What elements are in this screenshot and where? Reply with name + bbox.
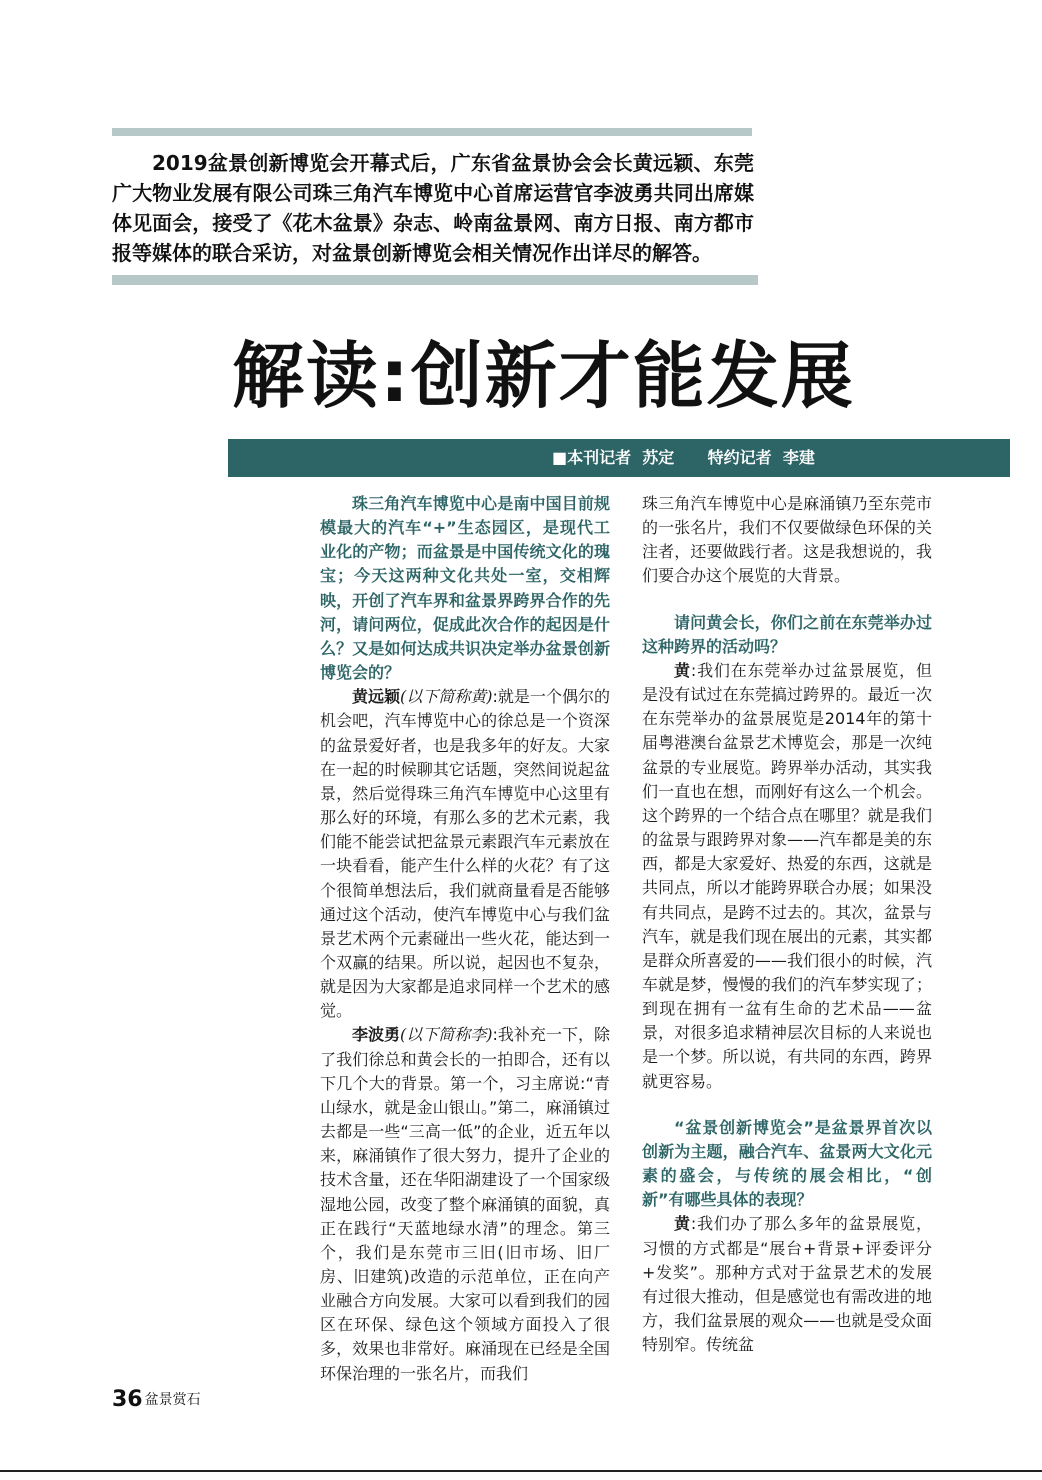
spacer <box>642 589 932 611</box>
magazine-name: 盆景赏石 <box>144 1392 201 1408</box>
answer-3-speaker: 黄 <box>674 660 691 680</box>
spacer <box>642 1094 932 1116</box>
answer-4 <box>642 1212 932 1357</box>
byline-bar <box>228 439 1010 477</box>
answer-1-text: :就是一个偶尔的机会吧，汽车博览中心的徐总是一个资深的盆景爱好者，也是我多年的好友。大家在一起的时候聊其它话题，突然间说起盆景，然后觉得珠三角汽车博览中心这里有那么好的环境，有那么多的艺术元素，我们能不能尝试把盆景元素跟汽车元素放在一块看看，能产生什么样的火花？有了这个很简单想法后，我们就商量看是否能够通过这个活动，使汽车博览中心与我们盆景艺术两个元素碰出一些火花，能达到一个双赢的结果。所以说，起因也不复杂，就是因为大家都是追求同样一个艺术的感觉。 <box>320 687 610 1021</box>
answer-2-note: (以下简称李) <box>400 1025 493 1045</box>
page-footer <box>112 1388 201 1412</box>
answer-1-speaker: 黄远颖 <box>352 687 401 707</box>
answer-3-text: :我们在东莞举办过盆景展览，但是没有试过在东莞搞过跨界的。最近一次在东莞举办的盆景展览是2014年的第十届粤港澳台盆景艺术博览会，那是一次纯盆景的专业展览。跨界举办活动，其实我们一直也在想，而刚好有这么一个机会。这个跨界的一个结合点在哪里？就是我们的盆景与跟跨界对象——汽车都是美的东西，都是大家爱好、热爱的东西，这就是共同点，所以才能跨界联合办展；如果没有共同点，是跨不过去的。其次，盆景与汽车，就是我们现在展出的元素，其实都是群众所喜爱的——我们很小的时候，汽车就是梦，慢慢的我们的汽车梦实现了；到现在拥有一盆有生命的艺术品——盆景，对很多追求精神层次目标的人来说也是一个梦。所以说，有共同的东西，跨界就更容易。 <box>642 660 932 1091</box>
answer-2-speaker: 李波勇 <box>352 1025 401 1045</box>
answer-1 <box>320 685 610 1023</box>
left-column <box>320 492 610 1386</box>
intro-top-rule <box>112 128 752 136</box>
answer-1-note: (以下简称黄) <box>400 687 493 707</box>
article-title: 解读:创新才能发展 <box>232 334 855 418</box>
answer-2 <box>320 1023 610 1385</box>
answer-4-speaker: 黄 <box>674 1214 691 1234</box>
answer-3 <box>642 659 932 1094</box>
answer-2-text: :我补充一下，除了我们徐总和黄会长的一拍即合，还有以下几个大的背景。第一个，习主席说:“青山绿水，就是金山银山。”第二，麻涌镇过去都是一些“三高一低”的企业，近五年以来，麻涌镇作了很大努力，提升了企业的技术含量，还在华阳湖建设了一个国家级湿地公园，改变了整个麻涌镇的面貌，真正在践行“天蓝地绿水清”的理念。第三个，我们是东莞市三旧(旧市场、旧厂房、旧建筑)改造的示范单位，正在向产业融合方向发展。大家可以看到我们的园区在环保、绿色这个领域方面投入了很多，效果也非常好。麻涌现在已经是全国环保治理的一张名片，而我们 <box>320 1025 610 1383</box>
intro-bottom-rule <box>112 275 758 285</box>
intro-paragraph: 2019盆景创新博览会开幕式后，广东省盆景协会会长黄远颖、东莞广大物业发展有限公司珠三角汽车博览中心首席运营官李波勇共同出席媒体见面会，接受了《花木盆景》杂志、岭南盆景网、南方日报、南方都市报等媒体的联合采访，对盆景创新博览会相关情况作出详尽的解答。 <box>112 151 754 265</box>
answer-4-text: :我们办了那么多年的盆景展览，习惯的方式都是“展台+背景+评委评分+发奖”。那种方式对于盆景艺术的发展有过很大推动，但是感觉也有需改进的地方，我们盆景展的观众——也就是受众面特别窄。传统盆 <box>642 1214 932 1355</box>
page-bottom-line <box>0 1470 1042 1472</box>
continued-paragraph: 珠三角汽车博览中心是麻涌镇乃至东莞市的一张名片，我们不仅要做绿色环保的关注者，还要做践行者。这是我想说的，我们要合办这个展览的大背景。 <box>642 494 932 586</box>
page-number: 36 <box>112 1387 143 1412</box>
question-3: “盆景创新博览会”是盆景界首次以创新为主题，融合汽车、盆景两大文化元素的盛会，与传统的展会相比，“创新”有哪些具体的表现？ <box>642 1117 932 1210</box>
question-2: 请问黄会长，你们之前在东莞举办过这种跨界的活动吗？ <box>642 612 932 656</box>
right-column <box>642 492 932 1357</box>
byline: ■本刊记者 苏定 特约记者 李建 <box>552 448 815 467</box>
question-1: 珠三角汽车博览中心是南中国目前规模最大的汽车“+”生态园区，是现代工业化的产物；而盆景是中国传统文化的瑰宝；今天这两种文化共处一室，交相辉映，开创了汽车界和盆景界跨界合作的先河，请问两位，促成此次合作的起因是什么？又是如何达成共识决定举办盆景创新博览会的？ <box>320 494 610 683</box>
